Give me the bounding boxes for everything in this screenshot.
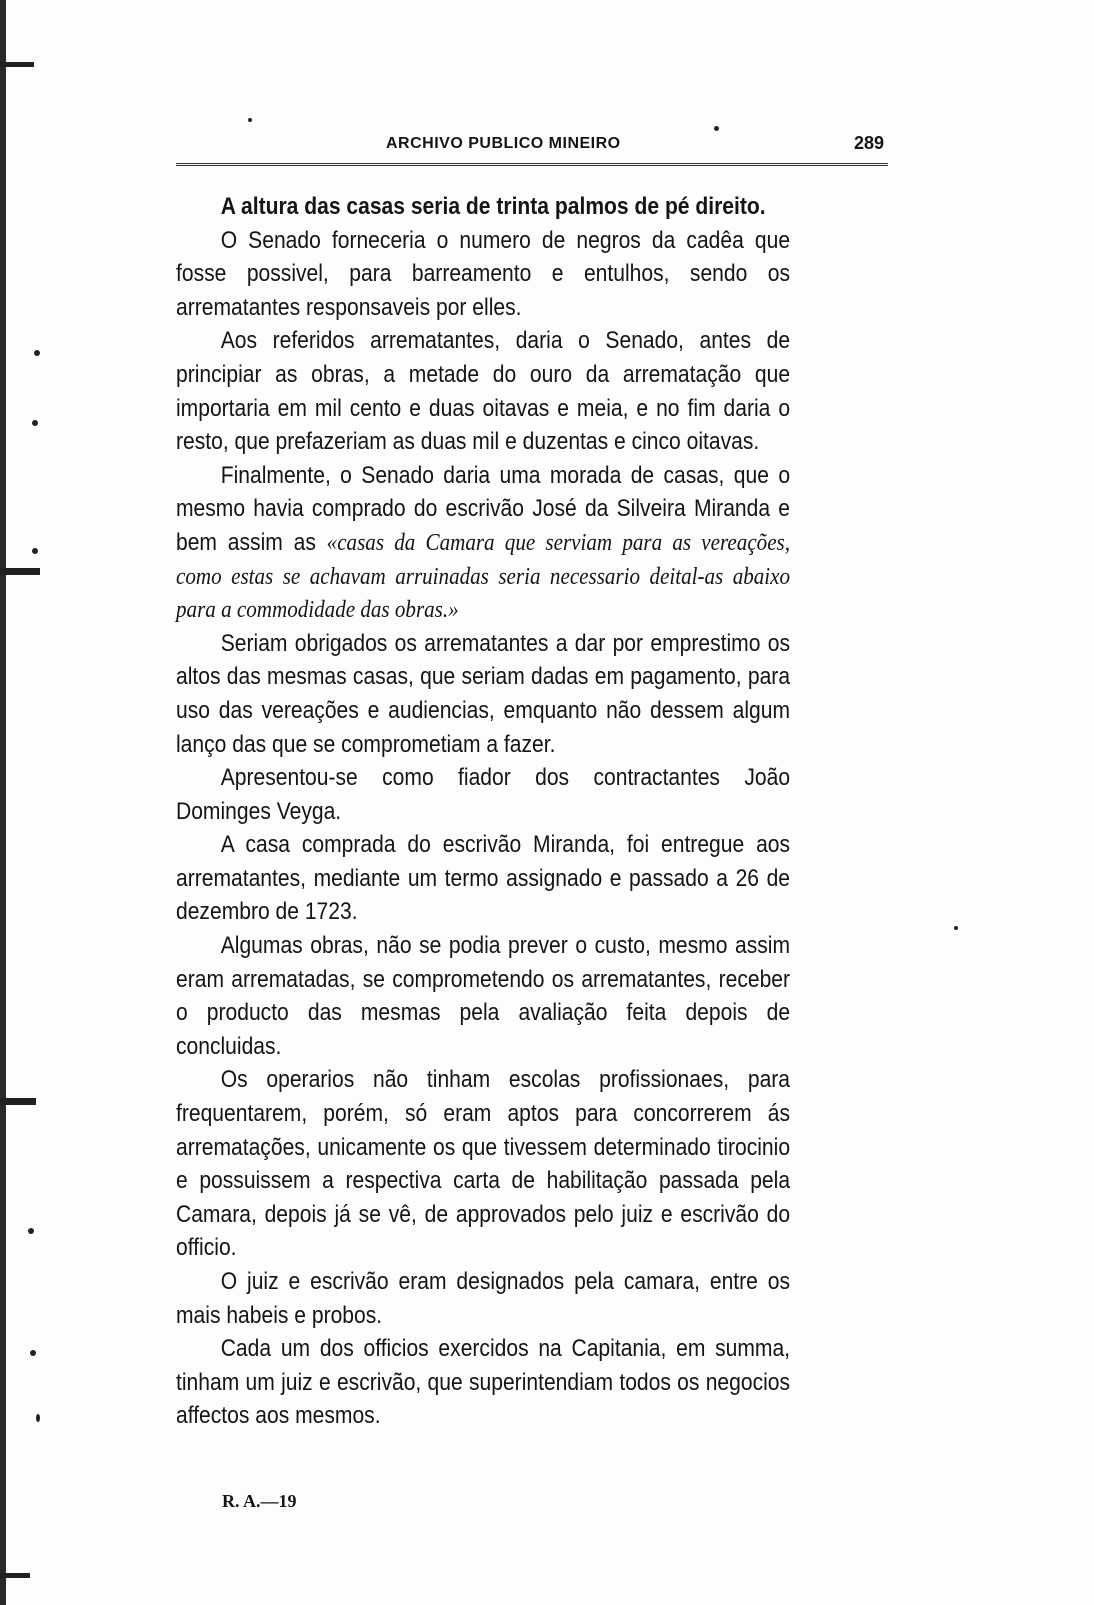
header-rule [176,163,888,166]
paragraph: O Senado forneceria o numero de negros da cadêa que fosse possivel, para barreamento e entulhos, sendo os arrematantes responsaveis por elles. [176,226,791,321]
ink-speck [34,350,40,356]
binding-edge [0,0,6,1605]
running-head [178,133,890,163]
paragraph: A altura das casas seria de trinta palmos de pé direito. [220,193,766,220]
ink-speck [32,548,38,554]
ink-speck [248,118,252,122]
paragraph [176,459,790,627]
paragraph: Apresentou-se como fiador dos contractantes João Dominges Veyga. [176,764,791,825]
paragraph: A casa comprada do escrivão Miranda, foi entregue aos arrematantes, mediante um termo assignado e passado a 26 de dezembro de 1723. [176,831,791,926]
running-title: ARCHIVO PUBLICO MINEIRO [386,135,621,152]
ink-speck [28,1228,34,1234]
page-number: 289 [853,133,884,153]
paragraph: Cada um dos officios exercidos na Capitania, em summa, tinham um juiz e escrivão, que superintendiam todos os negocios affectos aos mesmos. [176,1335,791,1430]
paragraph-text: Finalmente, o Senado daria uma morada de casas, que o mesmo havia comprado do escrivão José da Silveira Miranda e bem assim as [176,461,791,556]
signature-mark: R. A.—19 [222,1491,297,1511]
paragraph: Os operarios não tinham escolas profissionaes, para frequentarem, porém, só eram aptos para concorrerem ás arrematações, unicamente os que tivessem determinado tirocinio e possuissem a respectiva carta de habilitação passada pela Camara, depois já se vê, de approvados pelo juiz e escrivão do officio. [176,1066,791,1262]
paragraph: O juiz e escrivão eram designados pela camara, entre os mais habeis e probos. [176,1268,791,1329]
edge-mark [0,1098,36,1105]
quoted-text: «casas da Camara que serviam para as vereações, como estas se achavam arruinadas seria necessario deital-as abaixo para a commodidade das obras.» [176,528,791,624]
ink-speck [32,420,38,426]
ink-speck [36,1414,40,1422]
paragraph: Seriam obrigados os arrematantes a dar por emprestimo os altos das mesmas casas, que seriam dadas em pagamento, para uso das vereações e audiencias, emquanto não dessem algum lanço das que se comprometiam a fazer. [176,629,791,758]
paragraph: Algumas obras, não se podia prever o custo, mesmo assim eram arrematadas, se comprometendo os arrematantes, receber o producto das mesmas pela avaliação feita depois de concluidas. [176,932,791,1060]
paragraph: Aos referidos arrematantes, daria o Senado, antes de principiar as obras, a metade do ouro da arrematação que importaria em mil cento e duas oitavas e meia, e no fim daria o resto, que prefazeriam as duas mil e duzentas e cinco oitavas. [176,327,791,456]
edge-mark [0,62,34,67]
ink-speck [954,926,958,930]
ink-speck [30,1350,36,1356]
edge-mark [0,568,40,575]
ink-speck [714,126,719,131]
edge-mark [0,1573,30,1578]
body-text [176,190,790,1433]
